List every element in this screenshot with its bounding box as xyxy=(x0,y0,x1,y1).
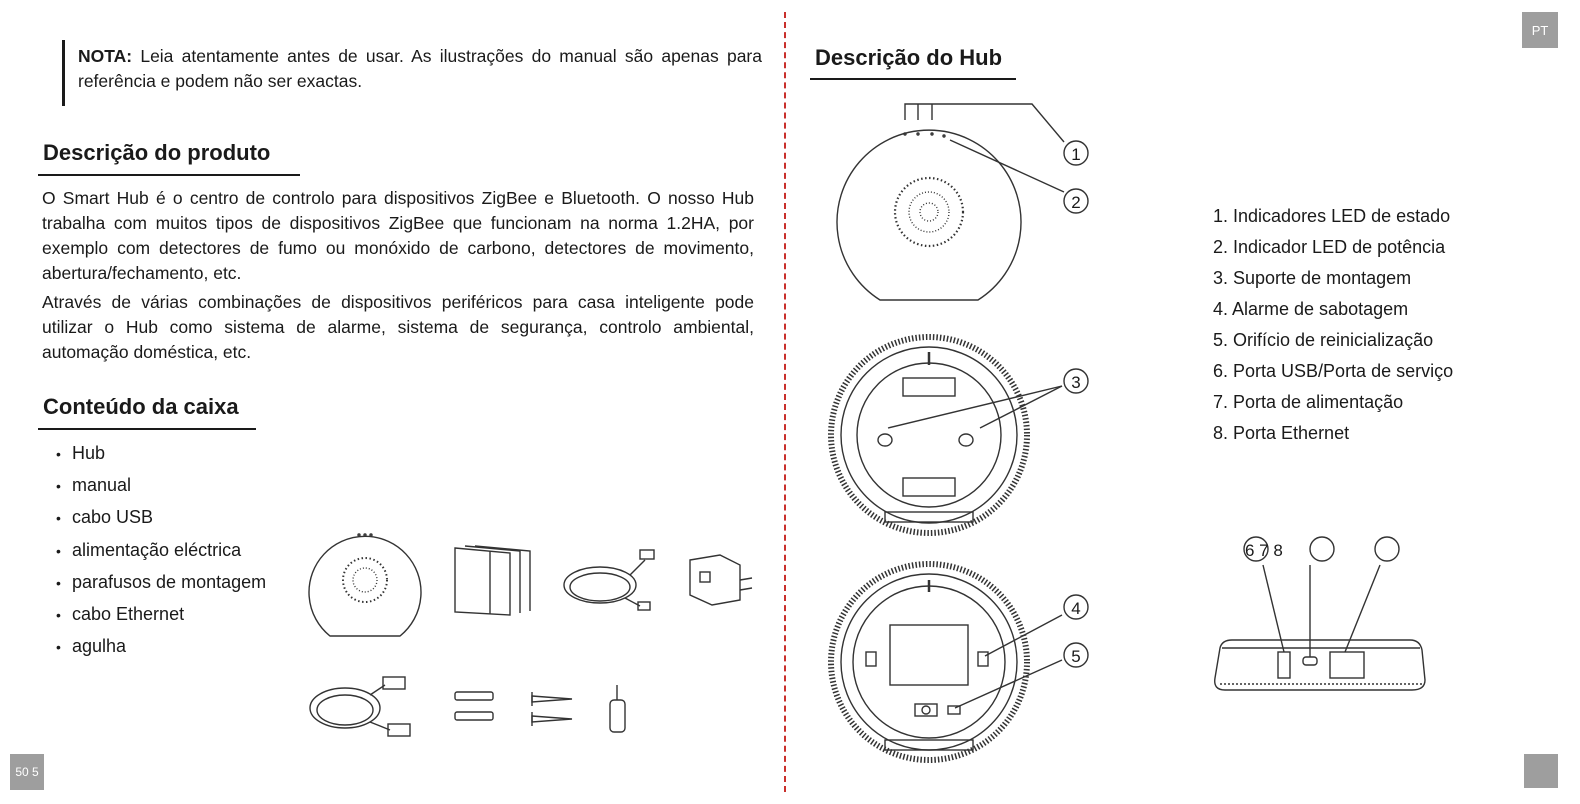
box-ethernet-cable-illustration xyxy=(310,677,410,736)
legend-item: 6. Porta USB/Porta de serviço xyxy=(1213,361,1454,381)
box-power-adapter-illustration xyxy=(690,555,752,605)
hub-legend-list xyxy=(1213,201,1453,449)
product-paragraph-2: Através de várias combinações de dispositivos periféricos para casa inteligente pode utilizar o Hub como sistema de alarme, sistema de segurança, controlo ambiental, automação doméstica, etc. xyxy=(42,292,754,362)
hub-bracket-illustration xyxy=(831,337,1062,533)
box-hub-illustration xyxy=(309,534,421,636)
page-number-tab: 50 5 xyxy=(10,754,44,790)
list-item: • cabo Ethernet xyxy=(56,599,266,631)
box-usb-cable-illustration xyxy=(564,550,654,610)
callout-5 xyxy=(1064,643,1088,667)
box-heading-rule xyxy=(38,428,256,430)
port-labels: 6 7 8 xyxy=(1245,541,1283,560)
legend-item: 1. Indicadores LED de estado xyxy=(1213,206,1451,226)
hub-bottom-illustration xyxy=(831,564,1062,760)
list-item: • alimentação eléctrica xyxy=(56,535,266,567)
list-item: • Hub xyxy=(56,438,266,470)
box-needle-illustration xyxy=(610,685,625,732)
list-item: • cabo USB xyxy=(56,502,266,534)
callout-2 xyxy=(1064,189,1088,213)
list-item: • agulha xyxy=(56,631,266,663)
list-item: • manual xyxy=(56,470,266,502)
legend-item: 8. Porta Ethernet xyxy=(1213,423,1350,443)
callout-4 xyxy=(1064,595,1088,619)
callout-4-label: 4 xyxy=(1071,599,1081,618)
callout-1-label: 1 xyxy=(1071,145,1081,164)
page-tab-right xyxy=(1524,754,1558,788)
list-item: • parafusos de montagem xyxy=(56,567,266,599)
hub-heading: Descrição do Hub xyxy=(815,45,1003,70)
box-contents-list xyxy=(56,438,266,663)
callout-3-label: 3 xyxy=(1071,373,1081,392)
product-heading-rule xyxy=(38,174,300,176)
hub-heading-rule xyxy=(810,78,1016,80)
callout-5-label: 5 xyxy=(1071,647,1081,666)
callout-1 xyxy=(1064,141,1088,165)
product-paragraph-1: O Smart Hub é o centro de controlo para dispositivos ZigBee e Bluetooth. O nosso Hub trabalha com muitos tipos de dispositivos ZigBee que funcionam na norma 1.2HA, por exemplo com detectores de fumo ou monóxido de carbono, detectores de movimento, abertura/fechamento, etc. xyxy=(42,188,754,283)
callout-2-label: 2 xyxy=(1071,193,1081,212)
legend-item: 7. Porta de alimentação xyxy=(1213,392,1404,412)
product-heading: Descrição do produto xyxy=(43,140,271,165)
legend-item: 4. Alarme de sabotagem xyxy=(1213,299,1409,319)
hub-front-illustration xyxy=(837,104,1064,300)
legend-item: 5. Orifício de reinicialização xyxy=(1213,330,1434,350)
legend-item: 2. Indicador LED de potência xyxy=(1213,237,1446,257)
note-block xyxy=(62,40,762,106)
legend-item: 3. Suporte de montagem xyxy=(1213,268,1412,288)
page-divider xyxy=(784,12,786,792)
box-screws-illustration xyxy=(455,692,572,726)
language-tab: PT xyxy=(1522,12,1558,48)
note-label: NOTA: xyxy=(78,46,133,66)
box-manual-illustration xyxy=(455,546,530,615)
callout-3 xyxy=(1064,369,1088,393)
callout-6-7-8 xyxy=(1244,537,1399,561)
note-text xyxy=(78,44,762,94)
hub-side-illustration xyxy=(1215,565,1425,690)
note-body: Leia atentamente antes de usar. As ilustrações do manual são apenas para referência e podem não ser exactas. xyxy=(78,46,762,91)
box-heading: Conteúdo da caixa xyxy=(43,394,239,419)
